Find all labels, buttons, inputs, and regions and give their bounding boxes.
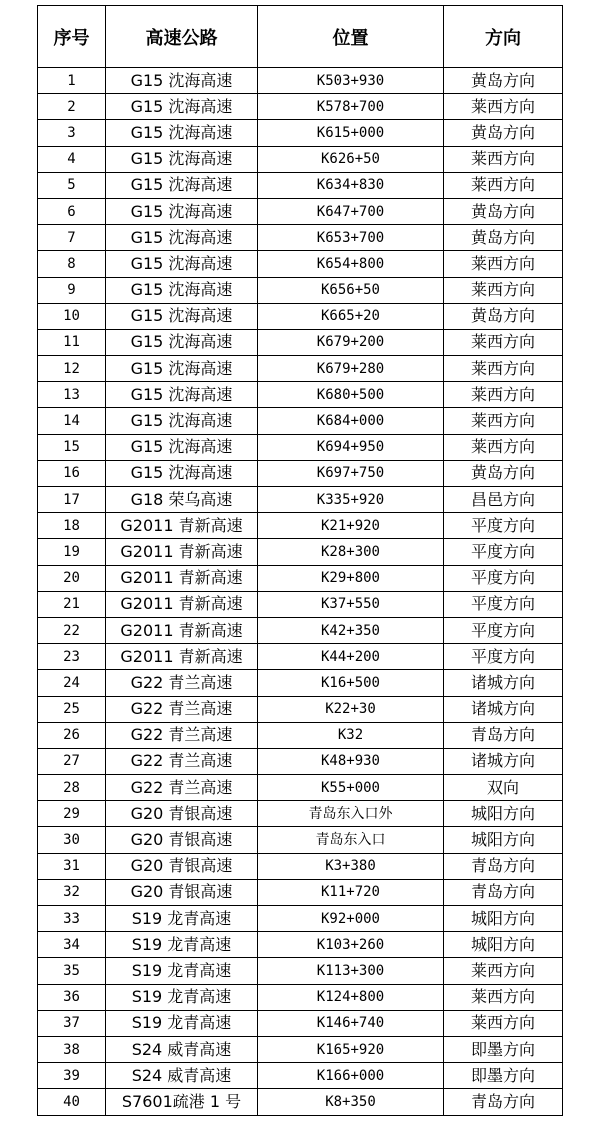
cell-position: K21+920 (258, 513, 444, 539)
cell-direction: 平度方向 (444, 644, 563, 670)
cell-highway: G15 沈海高速 (106, 225, 258, 251)
table-row (38, 68, 563, 94)
cell-direction: 昌邑方向 (444, 487, 563, 513)
cell-highway: G15 沈海高速 (106, 408, 258, 434)
cell-no: 30 (38, 827, 106, 853)
cell-position: K647+700 (258, 198, 444, 224)
cell-position: K654+800 (258, 251, 444, 277)
cell-highway: S19 龙青高速 (106, 906, 258, 932)
header-no: 序号 (38, 6, 106, 68)
table-row (38, 146, 563, 172)
table-row (38, 591, 563, 617)
cell-position: K165+920 (258, 1036, 444, 1062)
cell-no: 18 (38, 513, 106, 539)
cell-position: K653+700 (258, 225, 444, 251)
cell-position: K44+200 (258, 644, 444, 670)
cell-no: 20 (38, 565, 106, 591)
cell-direction: 城阳方向 (444, 827, 563, 853)
cell-highway: G15 沈海高速 (106, 329, 258, 355)
table-row (38, 879, 563, 905)
cell-position: K615+000 (258, 120, 444, 146)
table-row (38, 198, 563, 224)
header-direction: 方向 (444, 6, 563, 68)
cell-no: 40 (38, 1089, 106, 1115)
table-row (38, 1036, 563, 1062)
table-row (38, 329, 563, 355)
table-row (38, 434, 563, 460)
cell-highway: G20 青银高速 (106, 827, 258, 853)
cell-direction: 青岛方向 (444, 722, 563, 748)
cell-direction: 即墨方向 (444, 1063, 563, 1089)
table-row (38, 670, 563, 696)
cell-no: 14 (38, 408, 106, 434)
cell-no: 27 (38, 748, 106, 774)
cell-no: 11 (38, 329, 106, 355)
cell-position: K8+350 (258, 1089, 444, 1115)
cell-no: 26 (38, 722, 106, 748)
cell-position: K92+000 (258, 906, 444, 932)
cell-direction: 城阳方向 (444, 801, 563, 827)
cell-highway: G15 沈海高速 (106, 303, 258, 329)
cell-no: 4 (38, 146, 106, 172)
cell-highway: G15 沈海高速 (106, 382, 258, 408)
cell-direction: 莱西方向 (444, 146, 563, 172)
cell-position: K656+50 (258, 277, 444, 303)
cell-position: K578+700 (258, 94, 444, 120)
cell-position: K48+930 (258, 748, 444, 774)
cell-position: K665+20 (258, 303, 444, 329)
table-row (38, 775, 563, 801)
cell-position: K124+800 (258, 984, 444, 1010)
cell-direction: 即墨方向 (444, 1036, 563, 1062)
cell-highway: G22 青兰高速 (106, 722, 258, 748)
cell-position: K679+200 (258, 329, 444, 355)
cell-position: 青岛东入口外 (258, 801, 444, 827)
cell-position: K16+500 (258, 670, 444, 696)
cell-no: 1 (38, 68, 106, 94)
cell-highway: G15 沈海高速 (106, 434, 258, 460)
cell-position: K113+300 (258, 958, 444, 984)
header-highway: 高速公路 (106, 6, 258, 68)
cell-direction: 莱西方向 (444, 329, 563, 355)
cell-highway: S19 龙青高速 (106, 932, 258, 958)
table-row (38, 853, 563, 879)
cell-direction: 莱西方向 (444, 958, 563, 984)
cell-no: 24 (38, 670, 106, 696)
table-row (38, 303, 563, 329)
cell-no: 8 (38, 251, 106, 277)
cell-direction: 黄岛方向 (444, 225, 563, 251)
cell-no: 6 (38, 198, 106, 224)
cell-direction: 莱西方向 (444, 356, 563, 382)
cell-highway: G15 沈海高速 (106, 251, 258, 277)
cell-highway: G18 荣乌高速 (106, 487, 258, 513)
cell-highway: G15 沈海高速 (106, 356, 258, 382)
cell-highway: G2011 青新高速 (106, 617, 258, 643)
cell-position: K103+260 (258, 932, 444, 958)
cell-position: K11+720 (258, 879, 444, 905)
cell-direction: 青岛方向 (444, 879, 563, 905)
cell-position: 青岛东入口 (258, 827, 444, 853)
cell-no: 12 (38, 356, 106, 382)
cell-highway: G15 沈海高速 (106, 277, 258, 303)
cell-highway: G15 沈海高速 (106, 68, 258, 94)
cell-direction: 莱西方向 (444, 251, 563, 277)
cell-direction: 莱西方向 (444, 277, 563, 303)
cell-no: 25 (38, 696, 106, 722)
cell-direction: 莱西方向 (444, 94, 563, 120)
cell-position: K166+000 (258, 1063, 444, 1089)
table-row (38, 356, 563, 382)
cell-no: 13 (38, 382, 106, 408)
cell-direction: 平度方向 (444, 513, 563, 539)
table-row (38, 1010, 563, 1036)
cell-highway: G2011 青新高速 (106, 591, 258, 617)
table-row (38, 932, 563, 958)
cell-direction: 诸城方向 (444, 670, 563, 696)
cell-highway: G2011 青新高速 (106, 565, 258, 591)
cell-no: 37 (38, 1010, 106, 1036)
cell-no: 2 (38, 94, 106, 120)
cell-position: K679+280 (258, 356, 444, 382)
table-row (38, 748, 563, 774)
table-row (38, 696, 563, 722)
cell-no: 39 (38, 1063, 106, 1089)
table-row (38, 565, 563, 591)
cell-no: 32 (38, 879, 106, 905)
table-row (38, 382, 563, 408)
cell-highway: G22 青兰高速 (106, 696, 258, 722)
cell-direction: 青岛方向 (444, 1089, 563, 1115)
table-row (38, 225, 563, 251)
cell-direction: 莱西方向 (444, 434, 563, 460)
table-row (38, 1089, 563, 1115)
cell-no: 29 (38, 801, 106, 827)
cell-direction: 莱西方向 (444, 1010, 563, 1036)
cell-no: 38 (38, 1036, 106, 1062)
cell-no: 15 (38, 434, 106, 460)
cell-highway: G15 沈海高速 (106, 120, 258, 146)
cell-position: K680+500 (258, 382, 444, 408)
cell-direction: 平度方向 (444, 617, 563, 643)
cell-highway: G20 青银高速 (106, 879, 258, 905)
cell-highway: S24 威青高速 (106, 1036, 258, 1062)
table-row (38, 827, 563, 853)
cell-direction: 平度方向 (444, 539, 563, 565)
cell-highway: S19 龙青高速 (106, 984, 258, 1010)
cell-direction: 黄岛方向 (444, 198, 563, 224)
cell-position: K3+380 (258, 853, 444, 879)
table-row (38, 644, 563, 670)
cell-no: 19 (38, 539, 106, 565)
table-row (38, 460, 563, 486)
cell-no: 36 (38, 984, 106, 1010)
cell-direction: 黄岛方向 (444, 460, 563, 486)
cell-no: 10 (38, 303, 106, 329)
cell-highway: G2011 青新高速 (106, 513, 258, 539)
cell-no: 28 (38, 775, 106, 801)
cell-no: 34 (38, 932, 106, 958)
table-row (38, 277, 563, 303)
cell-direction: 城阳方向 (444, 932, 563, 958)
cell-highway: G20 青银高速 (106, 801, 258, 827)
cell-direction: 平度方向 (444, 565, 563, 591)
cell-highway: G15 沈海高速 (106, 172, 258, 198)
cell-position: K55+000 (258, 775, 444, 801)
cell-highway: G15 沈海高速 (106, 198, 258, 224)
cell-highway: S19 龙青高速 (106, 1010, 258, 1036)
table-row (38, 513, 563, 539)
cell-no: 22 (38, 617, 106, 643)
cell-position: K697+750 (258, 460, 444, 486)
cell-no: 7 (38, 225, 106, 251)
cell-position: K42+350 (258, 617, 444, 643)
cell-position: K32 (258, 722, 444, 748)
cell-direction: 诸城方向 (444, 696, 563, 722)
cell-highway: S7601疏港 1 号 (106, 1089, 258, 1115)
cell-direction: 黄岛方向 (444, 303, 563, 329)
table-row (38, 408, 563, 434)
cell-no: 16 (38, 460, 106, 486)
table-row (38, 722, 563, 748)
cell-position: K22+30 (258, 696, 444, 722)
cell-position: K335+920 (258, 487, 444, 513)
cell-highway: G15 沈海高速 (106, 94, 258, 120)
cell-direction: 黄岛方向 (444, 68, 563, 94)
cell-highway: S19 龙青高速 (106, 958, 258, 984)
cell-no: 31 (38, 853, 106, 879)
cell-highway: G2011 青新高速 (106, 539, 258, 565)
table-row (38, 617, 563, 643)
table-row (38, 801, 563, 827)
cell-highway: G15 沈海高速 (106, 460, 258, 486)
cell-position: K626+50 (258, 146, 444, 172)
table-row (38, 906, 563, 932)
table-row (38, 172, 563, 198)
cell-no: 23 (38, 644, 106, 670)
cell-position: K29+800 (258, 565, 444, 591)
cell-direction: 双向 (444, 775, 563, 801)
cell-direction: 黄岛方向 (444, 120, 563, 146)
table-row (38, 539, 563, 565)
cell-direction: 莱西方向 (444, 382, 563, 408)
cell-no: 33 (38, 906, 106, 932)
cell-no: 5 (38, 172, 106, 198)
header-position: 位置 (258, 6, 444, 68)
cell-no: 3 (38, 120, 106, 146)
cell-position: K694+950 (258, 434, 444, 460)
cell-position: K37+550 (258, 591, 444, 617)
cell-highway: G22 青兰高速 (106, 775, 258, 801)
cell-highway: G15 沈海高速 (106, 146, 258, 172)
cell-direction: 城阳方向 (444, 906, 563, 932)
cell-direction: 莱西方向 (444, 984, 563, 1010)
cell-highway: G22 青兰高速 (106, 670, 258, 696)
table-row (38, 251, 563, 277)
cell-direction: 诸城方向 (444, 748, 563, 774)
cell-position: K634+830 (258, 172, 444, 198)
cell-highway: G20 青银高速 (106, 853, 258, 879)
table-row (38, 984, 563, 1010)
cell-no: 35 (38, 958, 106, 984)
table-row (38, 958, 563, 984)
header-row (38, 6, 563, 68)
table-row (38, 94, 563, 120)
cell-highway: G2011 青新高速 (106, 644, 258, 670)
cell-position: K503+930 (258, 68, 444, 94)
highway-location-table (37, 5, 563, 1116)
cell-position: K28+300 (258, 539, 444, 565)
cell-position: K684+000 (258, 408, 444, 434)
cell-no: 9 (38, 277, 106, 303)
cell-no: 21 (38, 591, 106, 617)
cell-direction: 平度方向 (444, 591, 563, 617)
table-row (38, 1063, 563, 1089)
cell-position: K146+740 (258, 1010, 444, 1036)
cell-highway: G22 青兰高速 (106, 748, 258, 774)
cell-highway: S24 威青高速 (106, 1063, 258, 1089)
cell-direction: 青岛方向 (444, 853, 563, 879)
table-row (38, 120, 563, 146)
cell-direction: 莱西方向 (444, 408, 563, 434)
cell-direction: 莱西方向 (444, 172, 563, 198)
cell-no: 17 (38, 487, 106, 513)
table-row (38, 487, 563, 513)
